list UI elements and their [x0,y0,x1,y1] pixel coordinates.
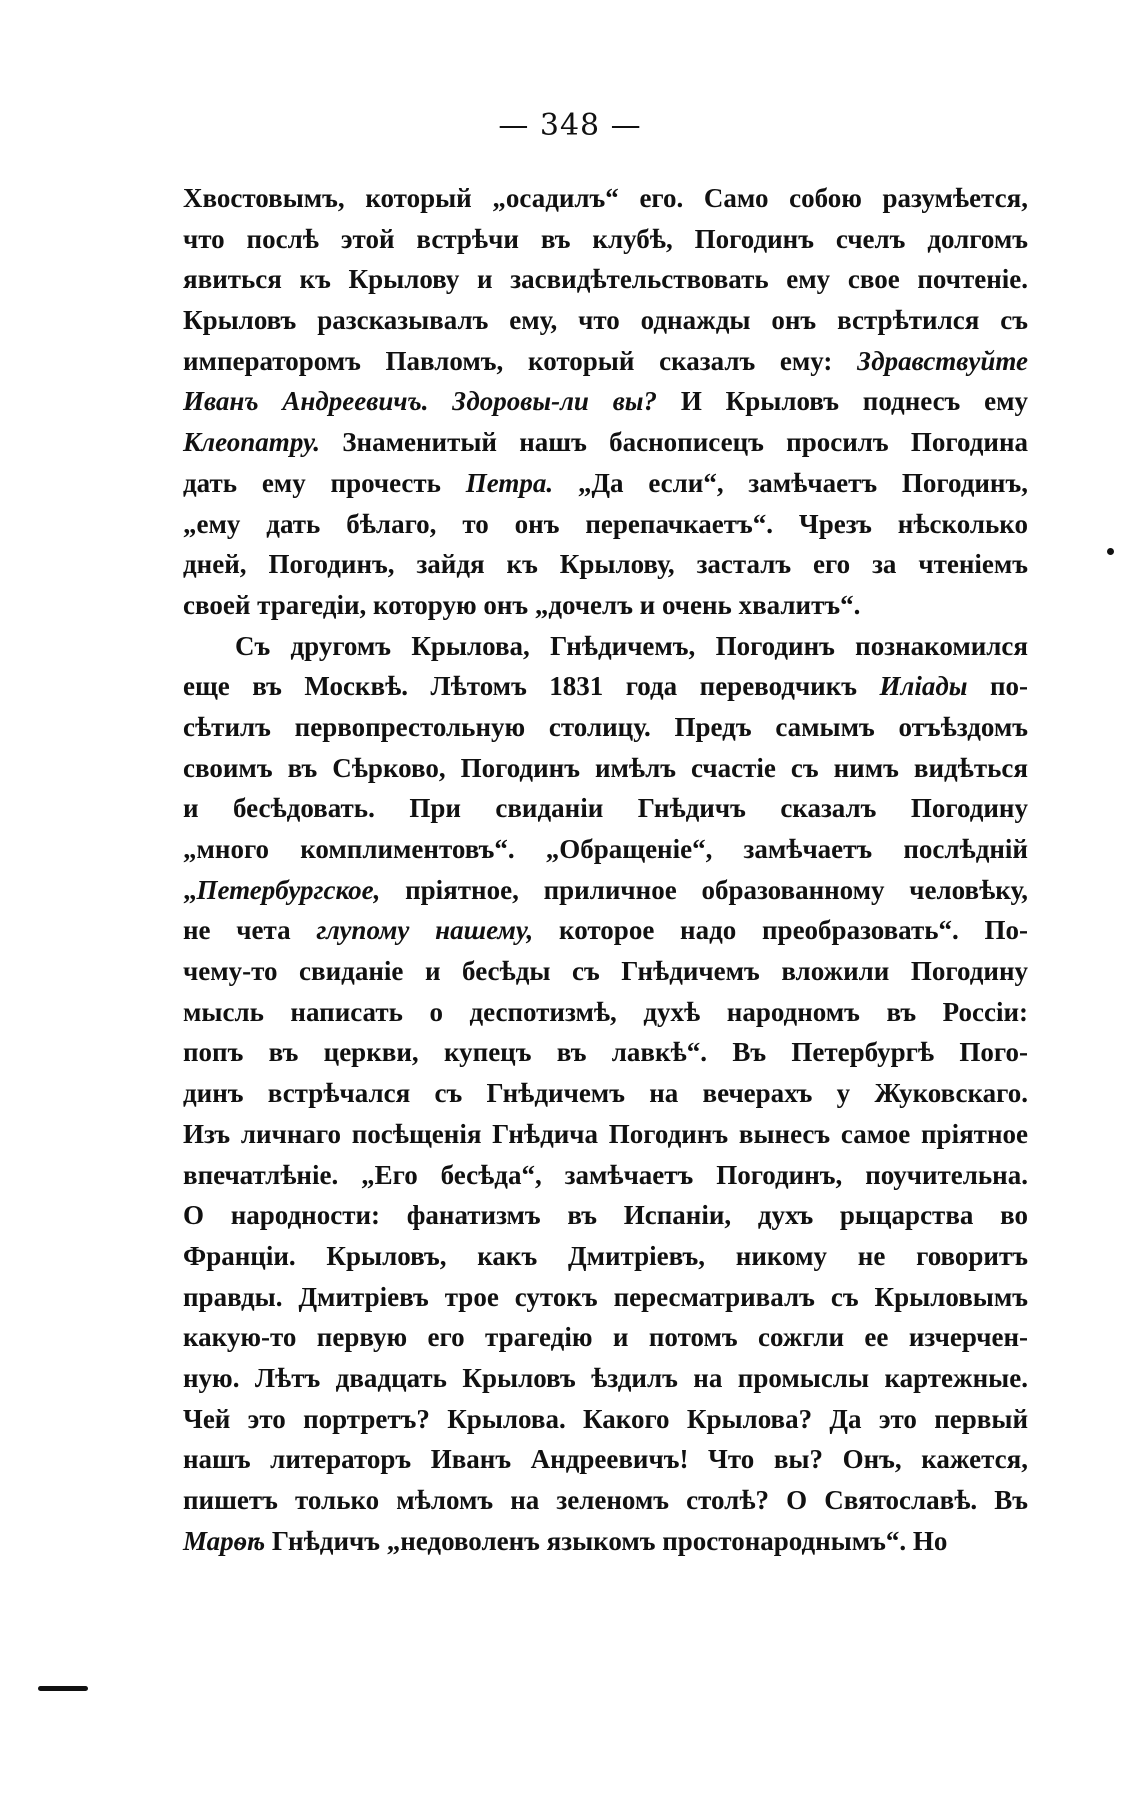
text-line: О народности: фанатизмъ въ Испаніи, духъ рыцарства во [183,1200,1028,1231]
text-segment: „Да если“, замѣчаетъ Погодинъ, [553,467,1028,498]
text-line: ную. Лѣтъ двадцать Крыловъ ѣздилъ на промыслы картежные. [183,1362,1028,1393]
text-line: „много комплиментовъ“. „Обращеніе“, замѣчаетъ послѣдній [183,834,1028,864]
text-line: пишетъ только мѣломъ на зеленомъ столѣ? О Святославѣ. Въ [183,1485,1028,1515]
text-line [183,666,1028,707]
italic-segment: Петербургское, [196,874,381,905]
text-line: чему-то свиданіе и бесѣды съ Гнѣдичемъ вложили Погодину [183,956,1028,987]
ink-stroke [38,1686,88,1691]
text-line: Чей это портретъ? Крылова. Какого Крылова? Да это первый [183,1403,1028,1434]
text-line [183,1521,1028,1562]
text-line [183,422,1028,463]
text-segment: еще въ Москвѣ. Лѣтомъ 1831 года переводчикъ [183,671,880,702]
italic-segment: Петра. [465,467,554,498]
text-line: „ему дать бѣлаго, то онъ перепачкаетъ“. Чрезъ нѣсколько [183,508,1028,539]
text-segment: пріятное, приличное образованному человѣку, [380,874,1028,905]
text-line: динъ встрѣчался съ Гнѣдичемъ на вечерахъ у Жуковскаго. [183,1078,1028,1109]
text-segment: по- [967,671,1028,702]
text-line: сѣтилъ первопрестольную столицу. Предъ самымъ отъѣздомъ [183,711,1028,742]
text-line: впечатлѣніе. „Его бесѣда“, замѣчаетъ Погодинъ, поучительна. [183,1159,1028,1190]
text-line: и бесѣдовать. При свиданіи Гнѣдичъ сказалъ Погодину [183,793,1028,824]
text-line: дней, Погодинъ, зайдя къ Крылову, засталъ его за чтеніемъ [183,549,1028,580]
text-segment: не чета [183,915,317,946]
text-line: Франціи. Крыловъ, какъ Дмитріевъ, никому не говоритъ [183,1240,1028,1271]
text-segment: императоромъ Павломъ, который сказалъ ему: [183,345,858,376]
italic-segment: Клеопатру. [183,427,320,458]
text-line: своимъ въ Сѣрково, Погодинъ имѣлъ счастіе съ нимъ видѣться [183,752,1028,783]
text-segment: „ [183,874,197,905]
text-line: что послѣ этой встрѣчи въ клубѣ, Погодинъ счелъ долгомъ [183,223,1028,254]
text-line: какую-то первую его трагедію и потомъ сожгли ее изчерчен- [183,1322,1028,1353]
text-segment: которое надо преобразовать“. По- [533,915,1028,946]
italic-segment: Иванъ Андреевичъ. Здоровы-ли вы? [183,386,658,417]
text-line: явиться къ Крылову и засвидѣтельствовать ему свое почтеніе. [183,264,1028,295]
text-line [183,381,1028,422]
text-line: нашъ литераторъ Иванъ Андреевичъ! Что вы? Онъ, кажется, [183,1444,1028,1475]
text-line: своей трагедіи, которую онъ „дочелъ и очень хвалитъ“. [183,589,861,620]
text-line: Хвостовымъ, который „осадилъ“ его. Само собою разумѣется, [183,183,1028,213]
text-line: Крыловъ разсказывалъ ему, что однажды онъ встрѣтился съ [183,305,1028,336]
text-line: правды. Дмитріевъ трое сутокъ пересматривалъ съ Крыловымъ [183,1281,1028,1312]
text-line [183,463,1028,504]
italic-segment: Иліады [879,671,968,702]
text-segment: дать ему прочесть [183,467,466,498]
text-line [183,870,1028,911]
text-line: Съ другомъ Крылова, Гнѣдичемъ, Погодинъ познакомился [235,630,1028,661]
text-segment: И Крыловъ поднесъ ему [657,386,1028,417]
ink-spot [1107,548,1114,555]
text-line [183,341,1028,382]
text-segment: Гнѣдичъ „недоволенъ языкомъ простонароднымъ“. Но [265,1525,948,1556]
text-line: Изъ личнаго посѣщенія Гнѣдича Погодинъ вынесъ самое пріятное [183,1118,1028,1149]
text-segment: Знаменитый нашъ баснописецъ просилъ Погодина [320,427,1028,458]
italic-segment: глупому нашему, [316,915,534,946]
italic-segment: Марѳѣ [183,1525,266,1556]
text-line: мысль написать о деспотизмѣ, духѣ народномъ въ Россіи: [183,996,1028,1027]
text-line [183,910,1028,951]
italic-segment: Здравствуйте [857,345,1028,376]
body-text [183,178,1028,1561]
page-number: — 348 — [498,108,642,143]
text-line: попъ въ церкви, купецъ въ лавкѣ“. Въ Петербургѣ Пого- [183,1037,1028,1068]
